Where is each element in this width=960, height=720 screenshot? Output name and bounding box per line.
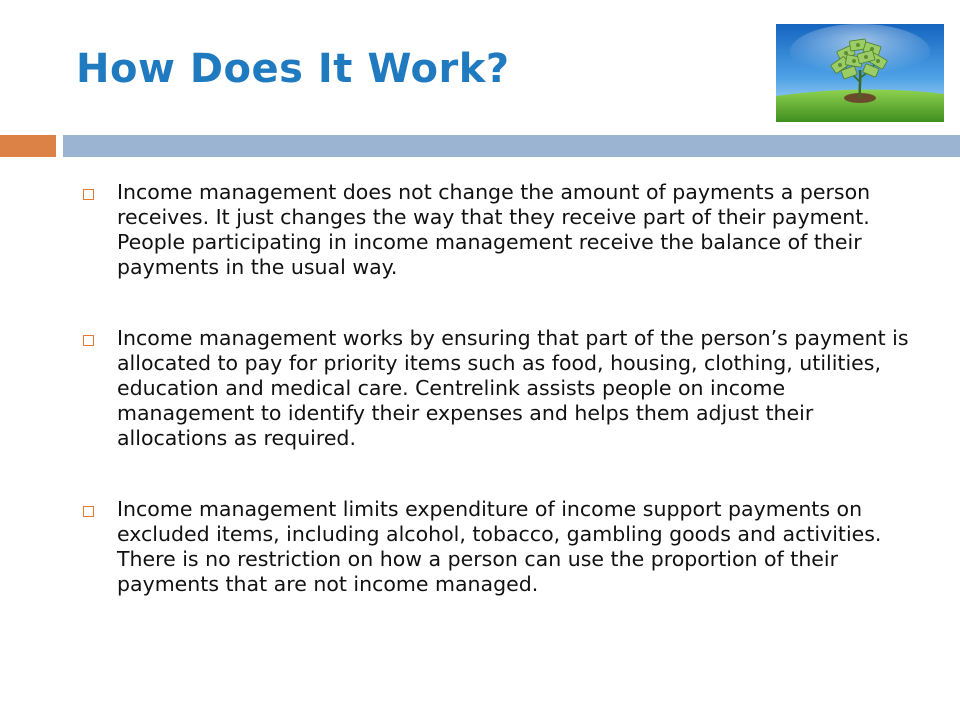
bullet-item: [80, 497, 920, 597]
slide-title: How Does It Work?: [76, 46, 510, 92]
bullet-text: Income management works by ensuring that part of the person’s payment is allocated to pay for priority items such as food, housing, clothing, utilities, education and medical care. Centrelink assists people on income management to identify their expenses and helps them adjust their allocations as required.: [117, 326, 909, 450]
bullet-list: [80, 180, 920, 597]
bullet-text: Income management limits expenditure of income support payments on excluded items, including alcohol, tobacco, gambling goods and activities. There is no restriction on how a person can use the proportion of their payments that are not income managed.: [117, 497, 882, 596]
square-bullet-icon: [83, 335, 94, 346]
accent-bar: [0, 135, 56, 157]
square-bullet-icon: [83, 506, 94, 517]
money-tree-image: [776, 24, 944, 122]
bullet-text: Income management does not change the amount of payments a person receives. It just changes the way that they receive part of their payment. People participating in income management receive the balance of their payments in the usual way.: [117, 180, 871, 279]
bullet-item: [80, 326, 920, 451]
bullet-item: [80, 180, 920, 280]
square-bullet-icon: [83, 189, 94, 200]
header-divider-bar: [63, 135, 960, 157]
